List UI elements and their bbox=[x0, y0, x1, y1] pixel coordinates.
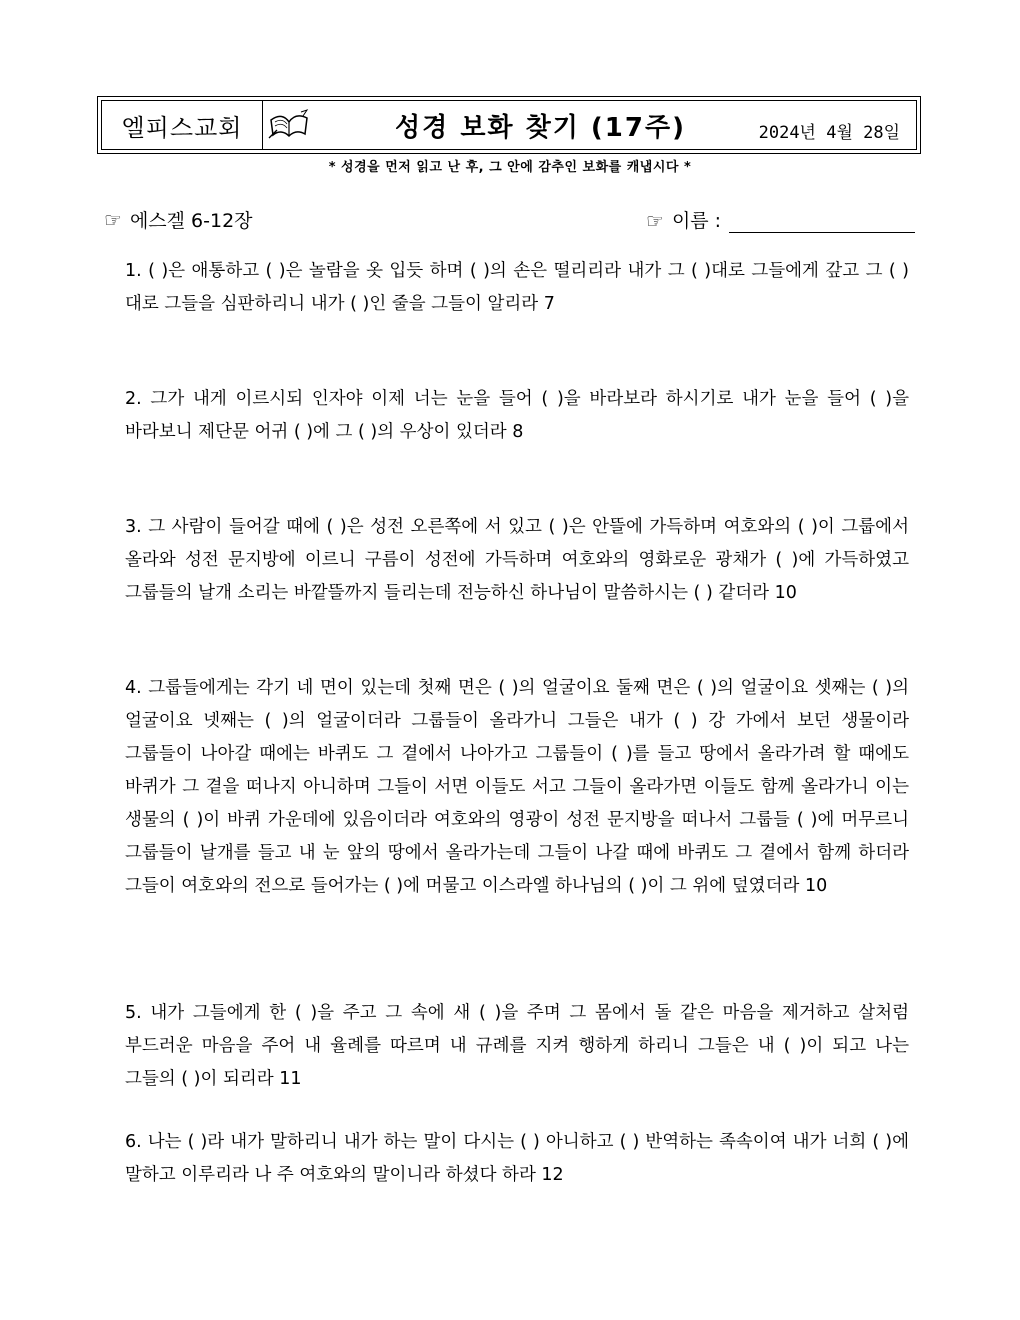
page-title: 성경 보화 찾기 (17주) bbox=[395, 112, 686, 143]
pointing-hand-icon: ☞ bbox=[104, 208, 122, 232]
name-input-line[interactable] bbox=[729, 210, 915, 233]
subtitle: * 성경을 먼저 읽고 난 후, 그 안에 감추인 보화를 캐냅시다 * bbox=[328, 160, 692, 175]
question-3: 3. 그 사람이 들어갈 때에 ( )은 성전 오른쪽에 서 있고 ( )은 안뜰에 가득하며 여호와의 ( )이 그룹에서 올라와 성전 문지방에 이르니 구름이 성전에 가득하며 여호와의 영화로운 광채가 ( )에 가득하였고 그룹들의 날개 소리는 바깥뜰까지 들리는데 전능하신 하나님이 말씀하시는 ( ) 같더라 10 bbox=[125, 517, 909, 603]
date-label: 2024년 4월 28일 bbox=[758, 123, 900, 143]
header-box bbox=[97, 96, 921, 154]
question-6: 6. 나는 ( )라 내가 말하리니 내가 하는 말이 다시는 ( ) 아니하고 ( ) 반역하는 족속이여 내가 너희 ( )에 말하고 이루리라 나 주 여호와의 말이니라 하셨다 하라 12 bbox=[125, 1132, 909, 1185]
church-name: 엘피스교회 bbox=[102, 101, 263, 149]
name-label: 이름 : bbox=[671, 210, 722, 232]
pointing-hand-icon: ☞ bbox=[646, 209, 664, 233]
meta-row bbox=[104, 206, 926, 234]
question-1: 1. ( )은 애통하고 ( )은 놀람을 옷 입듯 하며 ( )의 손은 떨리리라 내가 그 ( )대로 그들에게 갚고 그 ( )대로 그들을 심판하리니 내가 ( )인 줄을 그들이 알리라 7 bbox=[125, 261, 909, 314]
question-5: 5. 내가 그들에게 한 ( )을 주고 그 속에 새 ( )을 주며 그 몸에서 돌 같은 마음을 제거하고 살처럼 부드러운 마음을 주어 내 율례를 따르며 내 규례를 지켜 행하게 하리니 그들은 내 ( )이 되고 나는 그들의 ( )이 되리라 11 bbox=[125, 1003, 909, 1089]
question-4: 4. 그룹들에게는 각기 네 면이 있는데 첫째 면은 ( )의 얼굴이요 둘째 면은 ( )의 얼굴이요 셋째는 ( )의 얼굴이요 넷째는 ( )의 얼굴이더라 그룹들이 올라가니 그들은 내가 ( ) 강 가에서 보던 생물이라 그룹들이 나아갈 때에는 바퀴도 그 곁에서 나아가고 그룹들이 ( )를 들고 땅에서 올라가려 할 때에도 바퀴가 그 곁을 떠나지 아니하며 그들이 서면 이들도 서고 그들이 올라가면 이들도 함께 올라가니 이는 생물의 ( )이 바퀴 가운데에 있음이더라 여호와의 영광이 성전 문지방을 떠나서 그룹들 ( )에 머무르니 그룹들이 날개를 들고 내 눈 앞의 땅에서 올라가는데 그들이 나갈 때에 바퀴도 그 곁에서 함께 하더라 그들이 여호와의 전으로 들어가는 ( )에 머물고 이스라엘 하나님의 ( )이 그 위에 덮였더라 10 bbox=[125, 678, 909, 896]
chapter-text: 에스겔 6-12장 bbox=[129, 210, 253, 232]
question-2: 2. 그가 내게 이르시되 인자야 이제 너는 눈을 들어 ( )을 바라보라 하시기로 내가 눈을 들어 ( )을 바라보니 제단문 어귀 ( )에 그 ( )의 우상이 있더라 8 bbox=[125, 389, 909, 442]
open-book-icon bbox=[263, 101, 315, 149]
name-field bbox=[646, 206, 915, 233]
chapter-label bbox=[104, 206, 253, 233]
header-inner-box bbox=[101, 100, 917, 150]
